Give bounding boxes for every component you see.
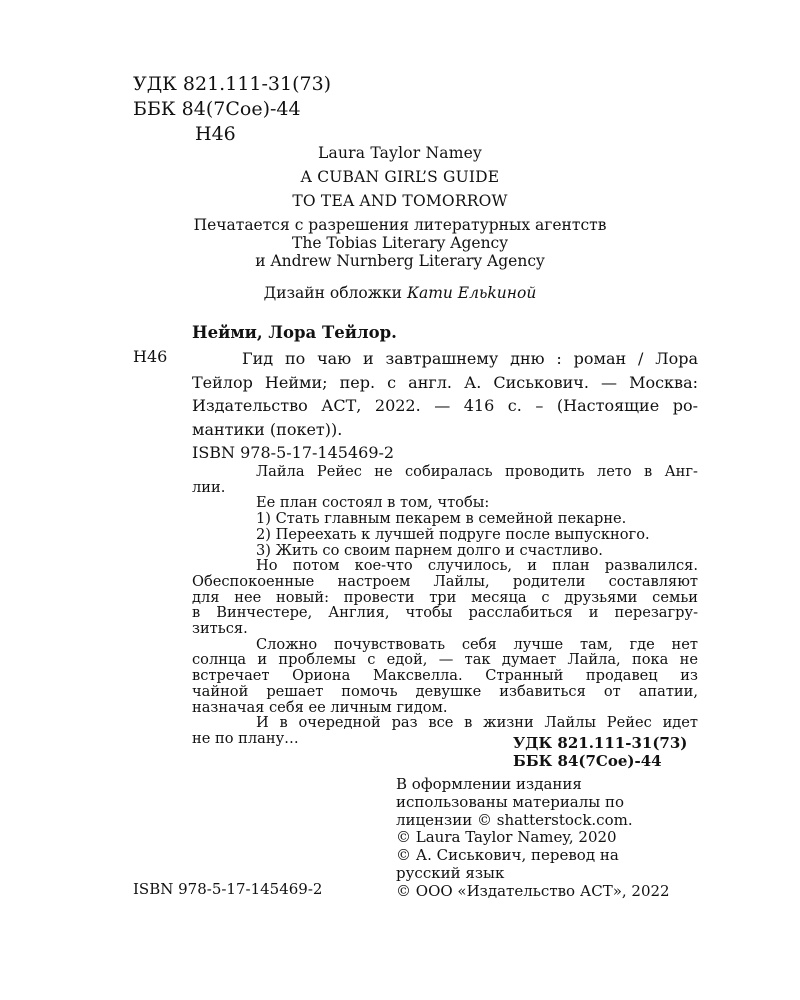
cover-design-credit [0,284,800,302]
annotation-line: солнца и проблемы с едой, — так думает Лайла, пока не [192,651,698,669]
annotation [192,464,698,747]
bib-author-mark: Н46 [133,347,168,366]
permission-line2: The Tobias Literary Agency [292,234,508,252]
copyright-line: лицензии © shatterstock.com. [396,810,633,829]
copyright-line: русский язык [396,863,505,882]
udk-code: УДК 821.111-31(73) [133,73,332,95]
footer-bbk-code: ББК 84(7Сое)-44 [513,752,662,770]
annotation-line: Ее план состоял в том, чтобы: [256,494,490,512]
annotation-line: 2) Переехать к лучшей подруге после выпускного. [256,525,650,543]
bib-line: мантики (покет)). [192,419,343,439]
permission-line1: Печатается с разрешения литературных агентств [193,216,607,234]
copyright-line: © ООО «Издательство АСТ», 2022 [396,881,670,900]
annotation-line: для нее новый: провести три месяца с друзьями семьи [192,588,698,606]
annotation-line: И в очередной раз все в жизни Лайлы Рейес идет [256,714,698,732]
annotation-line: назначая себя ее личным гидом. [192,698,448,716]
copyright-line: В оформлении издания [396,775,582,793]
copyright-block [396,776,696,901]
bib-isbn: ISBN 978-5-17-145469-2 [192,443,395,462]
annotation-line: чайной решает помочь девушке избавиться от апатии, [192,682,698,700]
annotation-line: Сложно почувствовать себя лучше там, где нет [256,635,698,653]
annotation-line: лии. [192,478,226,496]
annotation-line: Обеспокоенные настроем Лайлы, родители составляют [192,572,698,590]
bbk-code: ББК 84(7Сое)-44 [133,98,301,120]
bib-description [192,347,698,441]
annotation-line: в Винчестере, Англия, чтобы расслабиться и перезагру- [192,604,698,622]
copyright-line: © Laura Taylor Namey, 2020 [396,828,617,847]
footer-isbn: ISBN 978-5-17-145469-2 [133,880,323,898]
annotation-line: не по плану… [192,729,299,747]
bib-line: Тейлор Нейми; пер. с англ. А. Сиськович. — Москва: [192,372,698,392]
annotation-line: Но потом кое-что случилось, и план развалился. [256,557,698,575]
cover-design-label: Дизайн обложки [263,284,403,302]
bib-author-heading: Нейми, Лора Тейлор. [192,323,397,342]
annotation-line: встречает Ориона Максвелла. Странный продавец из [192,667,698,685]
annotation-line: зиться. [192,620,248,638]
annotation-line: 3) Жить со своим парнем долго и счастливо. [256,541,603,559]
original-title-line2: TO TEA AND TOMORROW [292,192,508,210]
annotation-line: Лайла Рейес не собиралась проводить лето в Анг- [256,463,698,480]
original-title-line1: A CUBAN GIRL’S GUIDE [300,168,500,186]
author-mark: Н46 [195,123,236,145]
cover-designer-name: Кати Ельkиной [406,284,537,302]
footer-udk-code: УДК 821.111-31(73) [513,734,688,752]
copyright-line: использованы материалы по [396,792,625,811]
copyright-line: © А. Сиськович, перевод на [396,846,619,865]
original-author: Laura Taylor Namey [318,144,482,162]
bib-line: Издательство АСТ, 2022. — 416 с. – (Настоящие ро- [192,396,698,415]
bib-line: Гид по чаю и завтрашнему дню : роман / Лора [242,349,698,368]
annotation-line: 1) Стать главным пекарем в семейной пекарне. [256,510,627,528]
permission-line3: и Andrew Nurnberg Literary Agency [255,252,545,270]
